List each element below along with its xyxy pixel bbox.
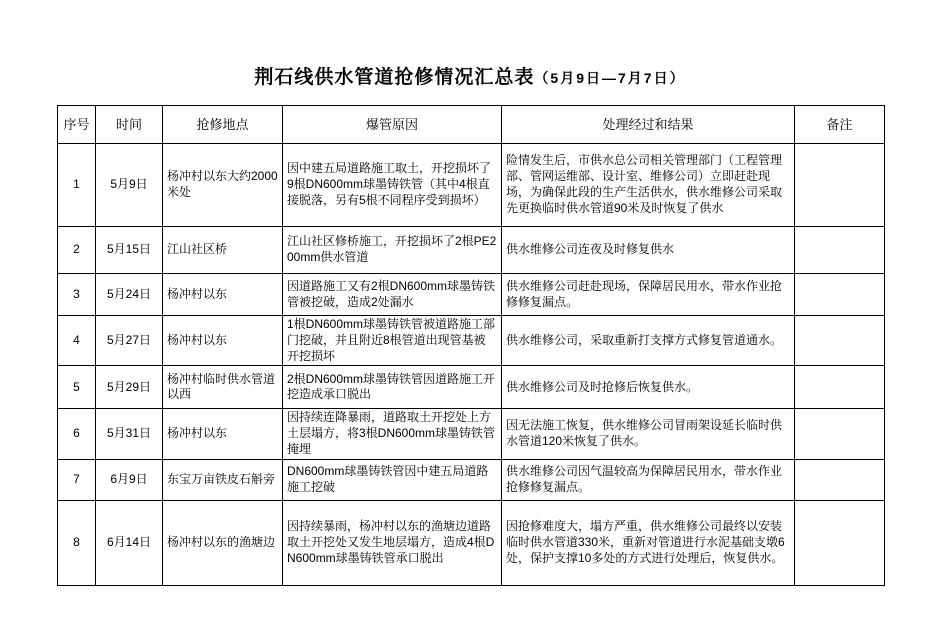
page-title-main: 荆石线供水管道抢修情况汇总表 — [254, 67, 535, 88]
cell-location: 杨冲村以东大约2000米处 — [163, 144, 283, 227]
cell-location: 江山社区桥 — [163, 227, 283, 274]
cell-location: 东宝万亩铁皮石斛旁 — [163, 459, 283, 500]
cell-note — [795, 500, 885, 585]
cell-note — [795, 274, 885, 316]
cell-location: 杨冲村以东的渔塘边 — [163, 500, 283, 585]
cell-cause: 2根DN600mm球墨铸铁管因道路施工开挖造成承口脱出 — [283, 366, 502, 409]
cell-note — [795, 316, 885, 366]
cell-note — [795, 227, 885, 274]
cell-date: 5月29日 — [96, 366, 163, 409]
cell-result: 因无法施工恢复，供水维修公司冒雨架设延长临时供水管道120米恢复了供水。 — [502, 409, 795, 459]
cell-no: 2 — [58, 227, 96, 274]
cell-note — [795, 459, 885, 500]
header-row — [58, 106, 885, 144]
cell-date: 5月27日 — [96, 316, 163, 366]
table-row — [58, 366, 885, 409]
table-row — [58, 274, 885, 316]
column-header-result: 处理经过和结果 — [502, 106, 795, 144]
cell-location: 杨冲村临时供水管道以西 — [163, 366, 283, 409]
table-row — [58, 409, 885, 459]
cell-cause: DN600mm球墨铸铁管因中建五局道路施工挖破 — [283, 459, 502, 500]
cell-result: 供水维修公司赶赴现场，保障居民用水，带水作业抢修修复漏点。 — [502, 274, 795, 316]
cell-date: 5月24日 — [96, 274, 163, 316]
cell-cause: 1根DN600mm球墨铸铁管被道路施工部门挖破，并且附近8根管道出现管基被开挖损坏 — [283, 316, 502, 366]
cell-no: 5 — [58, 366, 96, 409]
cell-no: 3 — [58, 274, 96, 316]
column-header-cause: 爆管原因 — [283, 106, 502, 144]
column-header-location: 抢修地点 — [163, 106, 283, 144]
cell-result: 供水维修公司因气温较高为保障居民用水，带水作业抢修修复漏点。 — [502, 459, 795, 500]
cell-cause: 因持续暴雨，杨冲村以东的渔塘边道路取土开挖处又发生地层塌方，造成4根DN600mm球墨铸铁管承口脱出 — [283, 500, 502, 585]
page-title-date-range: （5月9日—7月7日） — [534, 70, 686, 86]
cell-result: 因抢修难度大，塌方严重，供水维修公司最终以安装临时供水管道330米，重新对管道进行水泥基础支墩6处，保护支撑10多处的方式进行处理后，恢复供水。 — [502, 500, 795, 585]
column-header-no: 序号 — [58, 106, 96, 144]
cell-note — [795, 144, 885, 227]
table-row — [58, 144, 885, 227]
cell-result: 供水维修公司及时抢修后恢复供水。 — [502, 366, 795, 409]
cell-date: 6月14日 — [96, 500, 163, 585]
cell-result: 供水维修公司，采取重新打支撑方式修复管道通水。 — [502, 316, 795, 366]
cell-cause: 因中建五局道路施工取土，开挖损坏了9根DN600mm球墨铸铁管（其中4根直接脱落，另有5根不同程序受到损坏） — [283, 144, 502, 227]
column-header-note: 备注 — [795, 106, 885, 144]
cell-location: 杨冲村以东 — [163, 274, 283, 316]
table-row — [58, 227, 885, 274]
cell-no: 4 — [58, 316, 96, 366]
cell-date: 5月9日 — [96, 144, 163, 227]
cell-no: 7 — [58, 459, 96, 500]
cell-date: 6月9日 — [96, 459, 163, 500]
cell-no: 1 — [58, 144, 96, 227]
cell-date: 5月15日 — [96, 227, 163, 274]
cell-no: 6 — [58, 409, 96, 459]
table-row — [58, 459, 885, 500]
cell-result: 供水维修公司连夜及时修复供水 — [502, 227, 795, 274]
cell-cause: 因道路施工又有2根DN600mm球墨铸铁管被挖破，造成2处漏水 — [283, 274, 502, 316]
column-header-date: 时间 — [96, 106, 163, 144]
cell-location: 杨冲村以东 — [163, 316, 283, 366]
cell-cause: 江山社区修桥施工，开挖损坏了2根PE200mm供水管道 — [283, 227, 502, 274]
cell-cause: 因持续连降暴雨，道路取土开挖处上方土层塌方，将3根DN600mm球墨铸铁管掩埋 — [283, 409, 502, 459]
table-row — [58, 500, 885, 585]
cell-result: 险情发生后，市供水总公司相关管理部门（工程管理部、管网运维部、设计室、维修公司）立即赶赴现场，为确保此段的生产生活供水，供水维修公司采取先更换临时供水管道90米及时恢复了供水 — [502, 144, 795, 227]
cell-date: 5月31日 — [96, 409, 163, 459]
cell-location: 杨冲村以东 — [163, 409, 283, 459]
table-row — [58, 316, 885, 366]
repair-summary-table — [57, 105, 885, 586]
cell-note — [795, 409, 885, 459]
cell-note — [795, 366, 885, 409]
cell-no: 8 — [58, 500, 96, 585]
page-title — [0, 62, 940, 89]
